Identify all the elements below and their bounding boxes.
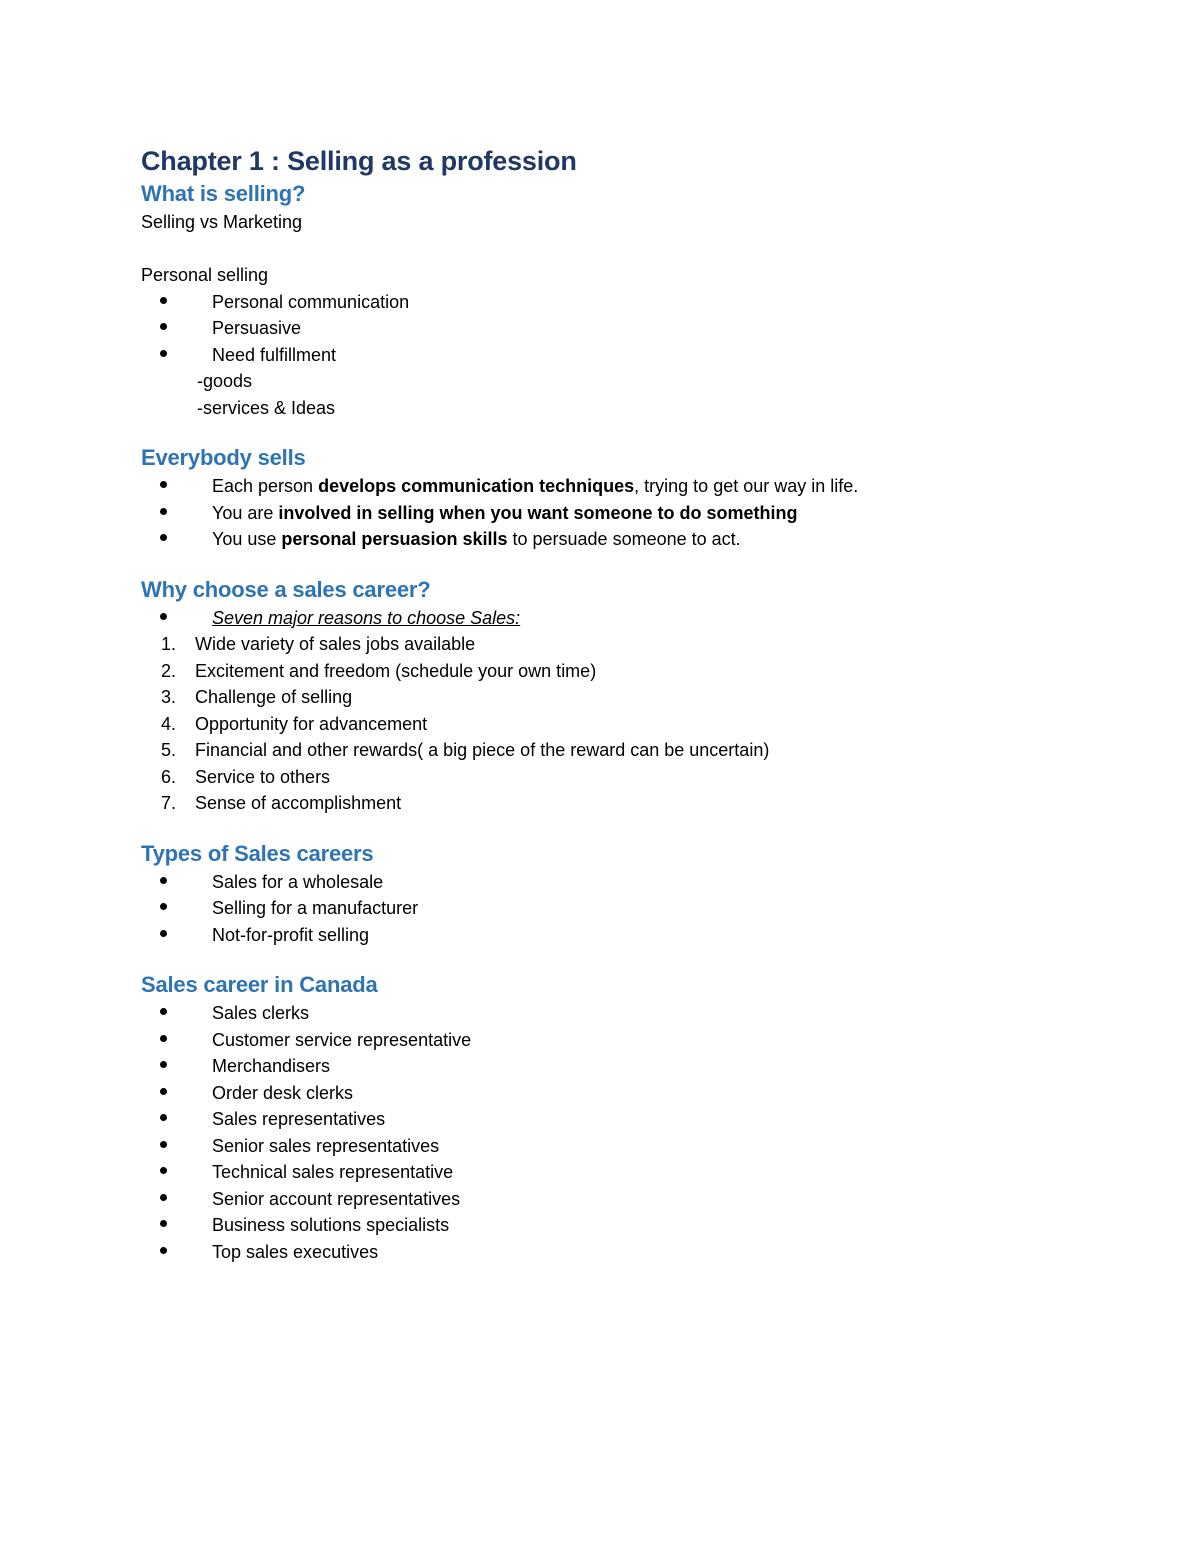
list-item: 2. Excitement and freedom (schedule your own time) [161,660,597,681]
list-item: Order desk clerks [141,1080,1101,1107]
sub-item-goods: -goods [197,371,253,391]
everybody-sells-list [141,473,1101,553]
list-item: 6. Service to others [161,766,331,787]
list-item: Technical sales representative [141,1159,1101,1186]
list-item: 4. Opportunity for advancement [161,713,428,734]
list-item: 3. Challenge of selling [161,687,353,707]
canada-careers-list [141,1000,1101,1265]
heading-why-sales-career: Why choose a sales career? [141,576,431,602]
list-item: Merchandisers [141,1053,1101,1080]
list-item: 5. Financial and other rewards( a big piece of the reward can be uncertain) [161,740,770,760]
list-item: Customer service representative [141,1027,1101,1054]
list-item: Top sales executives [141,1239,1101,1266]
list-item: Sales representatives [141,1106,1101,1133]
heading-types-of-sales-careers: Types of Sales careers [141,840,374,866]
heading-everybody-sells: Everybody sells [141,445,306,470]
list-item: Need fulfillment [141,342,1101,369]
types-list [141,869,1101,949]
list-item: 7. Sense of accomplishment [161,793,402,813]
list-item: Seven major reasons to choose Sales: [141,605,1101,632]
reasons-list [141,631,1101,817]
list-item: You use personal persuasion skills to persuade someone to act. [141,526,1101,553]
list-item: Sales clerks [141,1000,1101,1027]
sub-item-services: -services & Ideas [197,397,336,418]
text-selling-vs-marketing: Selling vs Marketing [141,212,303,232]
list-item: 1. Wide variety of sales jobs available [161,634,476,654]
list-item: Senior sales representatives [141,1133,1101,1160]
reasons-intro-list [141,605,1101,632]
list-item: Each person develops communication techniques, trying to get our way in life. [141,473,1101,500]
list-item: You are involved in selling when you want someone to do something [141,500,1101,527]
list-item: Selling for a manufacturer [141,895,1101,922]
text-personal-selling: Personal selling [141,265,269,285]
list-item: Persuasive [141,315,1101,342]
list-item: Not-for-profit selling [141,922,1101,949]
list-item: Sales for a wholesale [141,869,1101,896]
document-body [141,143,1101,1265]
personal-selling-list [141,289,1101,369]
heading-what-is-selling: What is selling? [141,181,306,206]
list-item: Business solutions specialists [141,1212,1101,1239]
list-item: Senior account representatives [141,1186,1101,1213]
list-item: Personal communication [141,289,1101,316]
heading-sales-career-canada: Sales career in Canada [141,972,378,997]
chapter-title: Chapter 1 : Selling as a profession [141,146,577,176]
